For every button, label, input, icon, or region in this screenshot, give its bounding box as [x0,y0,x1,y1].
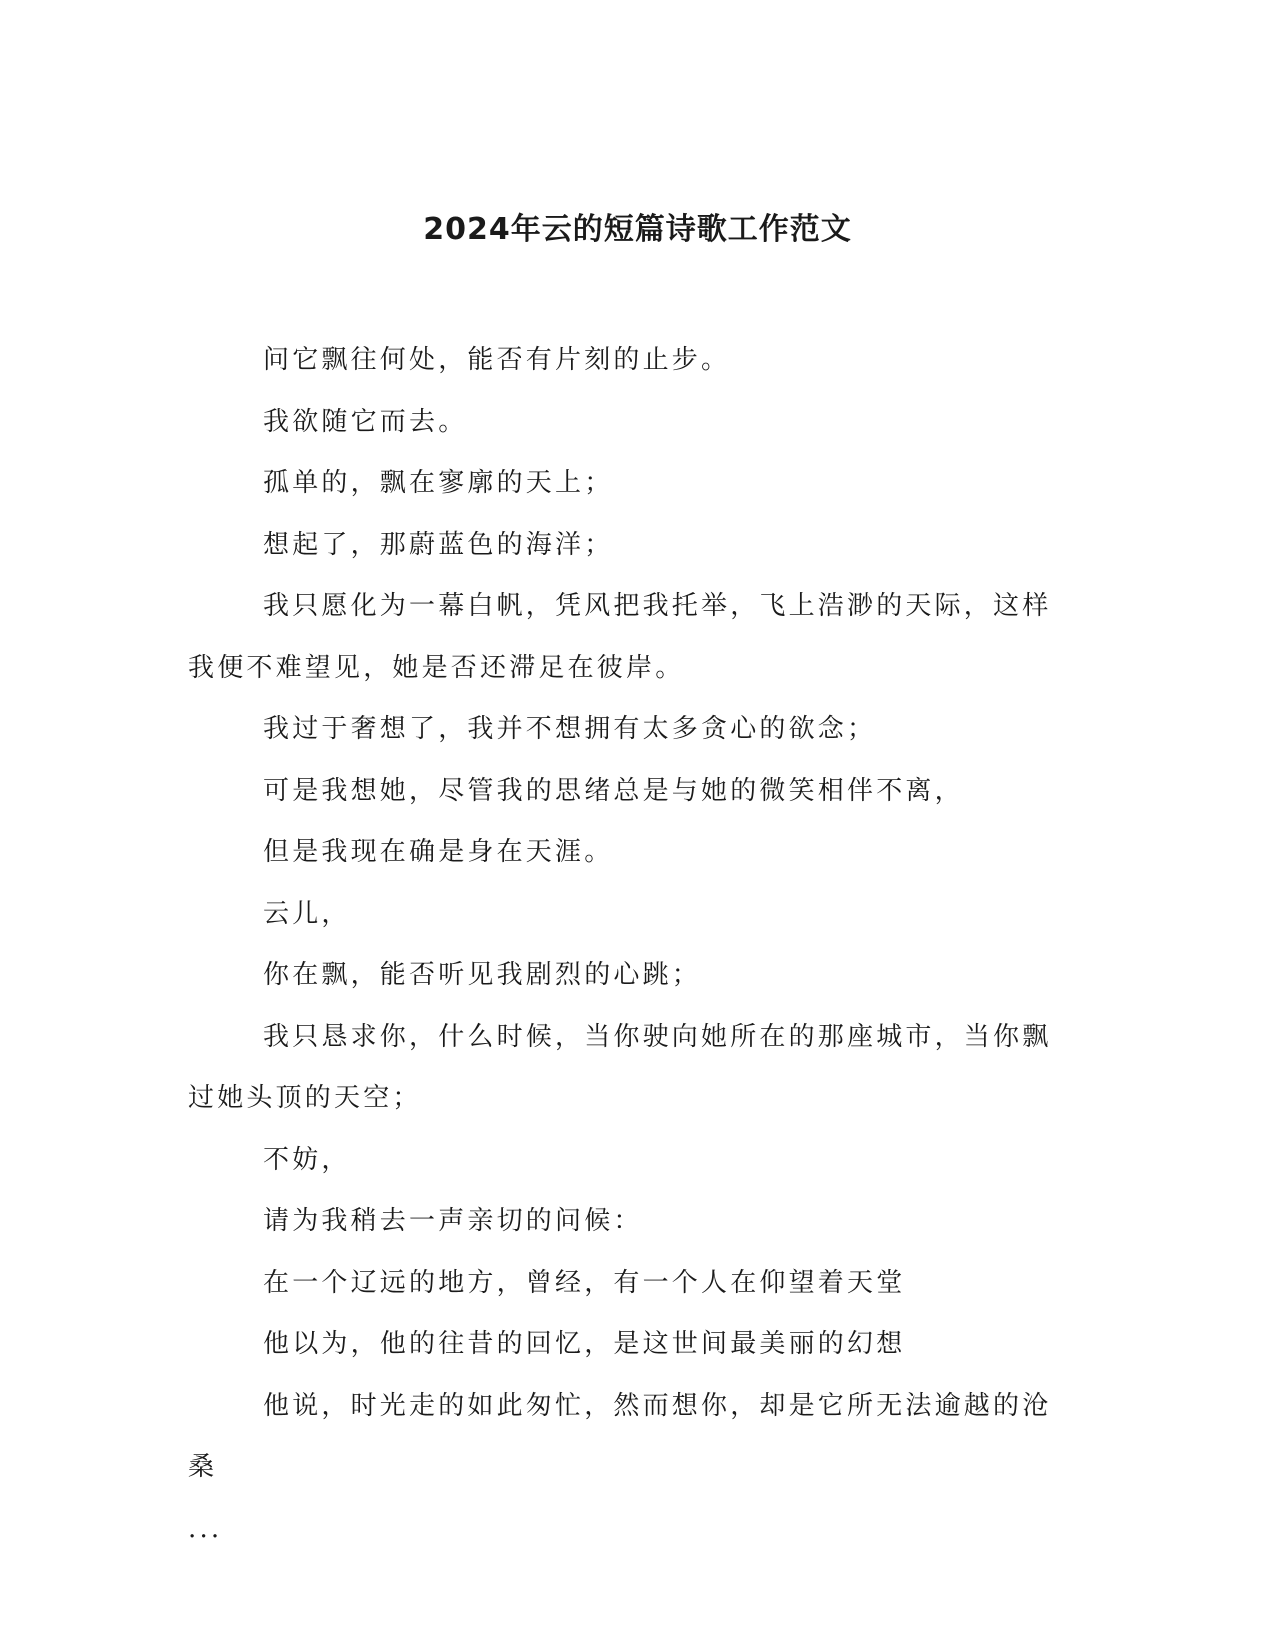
paragraph: 问它飘往何处，能否有片刻的止步。 [263,345,731,375]
paragraph: 请为我稍去一声亲切的问候： [263,1206,643,1236]
paragraph: 想起了，那蔚蓝色的海洋； [263,529,614,560]
document-title: 2024年云的短篇诗歌工作范文 [423,212,852,247]
paragraph: 不妨， [263,1144,351,1175]
poem-body [188,330,1068,1560]
paragraph: 云儿， [263,898,351,929]
paragraph: 但是我现在确是身在天涯。 [263,837,614,867]
paragraph: 我欲随它而去。 [263,406,468,437]
ellipsis-continuation: ... [188,1513,223,1544]
paragraph: 我过于奢想了，我并不想拥有太多贪心的欲念； [263,714,877,744]
paragraph: 他说，时光走的如此匆忙，然而想你，却是它所无法逾越的沧桑 [188,1390,1052,1482]
paragraph: 可是我想她，尽管我的思绪总是与她的微笑相伴不离， [263,775,964,806]
paragraph: 他以为，他的往昔的回忆，是这世间最美丽的幻想 [263,1329,906,1359]
paragraph: 孤单的，飘在寥廓的天上； [263,468,614,498]
paragraph: 在一个辽远的地方，曾经，有一个人在仰望着天堂 [263,1267,906,1298]
paragraph: 你在飘，能否听见我剧烈的心跳； [263,960,702,990]
paragraph: 我只愿化为一幕白帆，凭风把我托举，飞上浩渺的天际，这样我便不难望见，她是否还滞足在彼岸。 [188,591,1052,683]
paragraph: 我只恳求你，什么时候，当你驶向她所在的那座城市，当你飘过她头顶的天空； [188,1021,1052,1113]
